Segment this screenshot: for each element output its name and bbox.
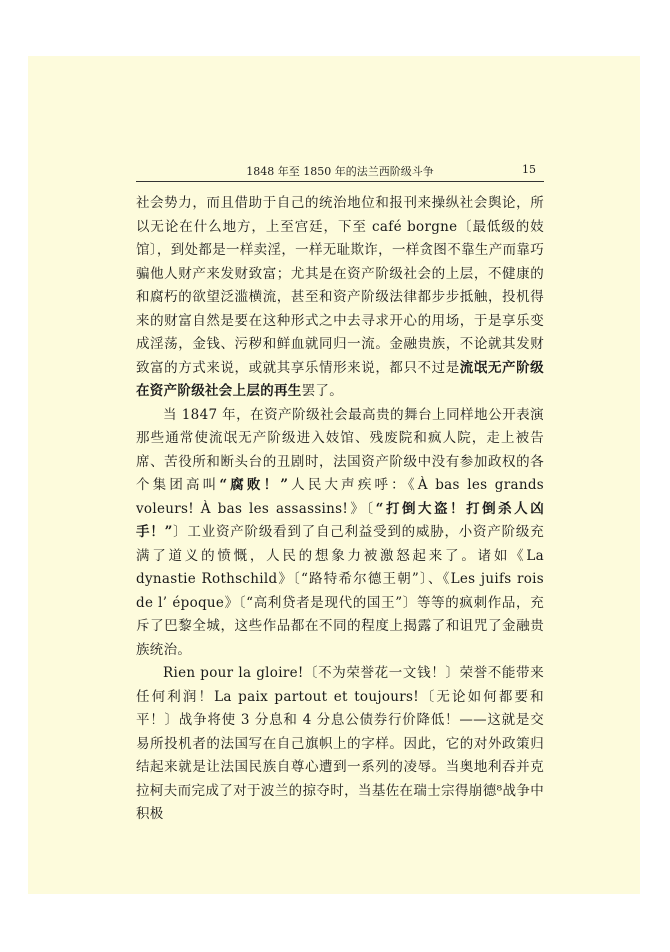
text-segment: 社会势力，而且借助于自己的统治地位和报刊来操纵社会舆论，所以无论在什么地方，上至宫廷，下至 café borgne〔最低级的妓馆〕，到处都是一样卖淫，一样无耻欺诈，一样贪图不靠生产而靠巧骗他人财产来发财致富；尤其是在资产阶级社会的上层，不健康的和腐朽的欲望泛滥横流，甚至和资产阶级法律都步步抵触，投机得来的财富自然是要在这种形式之中去寻求开心的用场，于是享乐变成淫荡，金钱、污秽和鲜血就同归一流。金融贵族，不论就其发财致富的方式来说，或就其享乐情形来说，都只不过是 <box>136 195 544 376</box>
paragraph <box>136 404 544 663</box>
header-title: 1848 年至 1850 年的法兰西阶级斗争 <box>246 165 434 178</box>
running-header <box>136 157 544 182</box>
text-segment: 人民大声疾呼：《À bas les grands voleurs! À bas les assassins!》〔 <box>136 477 545 517</box>
paragraph <box>136 192 544 404</box>
page-number: 15 <box>522 163 536 176</box>
emphasis-text: 流氓无产阶级在资产阶级社会上层的再生 <box>136 359 544 399</box>
text-segment: Rien pour la gloire!〔不为荣誉花一文钱！〕荣誉不能带来任何利润！La paix partout et toujours!〔无论如何都要和平！〕战争将使 3 分息和 4 分息公债券行价降低！——这就是交易所投机者的法国写在自己旗帜上的字样。因此，它的对外政策归结起来就是让法国民族自尊心遭到一系列的凌辱。当奥地利吞并克拉柯夫而完成了对于波兰的掠夺时，当基佐在瑞士宗得崩德⁸战争中积极 <box>136 665 544 822</box>
paragraph <box>136 662 544 827</box>
emphasis-text: “打倒大盗！打倒杀人凶手！” <box>136 500 544 540</box>
emphasis-text: “腐败！” <box>219 477 289 493</box>
text-segment: 罢了。 <box>301 383 344 399</box>
text-segment: 当 1847 年，在资产阶级社会最高贵的舞台上同样地公开表演那些通常使流氓无产阶级进入妓馆、残废院和疯人院，走上被告席、苦役所和断头台的丑剧时，法国资产阶级中没有参加政权的各个集团高叫 <box>136 406 544 493</box>
text-segment: 〕工业资产阶级看到了自己利益受到的威胁，小资产阶级充满了道义的愤慨，人民的想象力被激怒起来了。诸如《La dynastie Rothschild》〔“路特希尔德王朝”〕、《Les juifs rois de l’ époque》〔“高利贷者是现代的国王”〕等等的疯刺作品，充斥了巴黎全城，这些作品都在不同的程度上揭露了和诅咒了金融贵族统治。 <box>136 524 544 658</box>
body-text <box>136 192 544 827</box>
